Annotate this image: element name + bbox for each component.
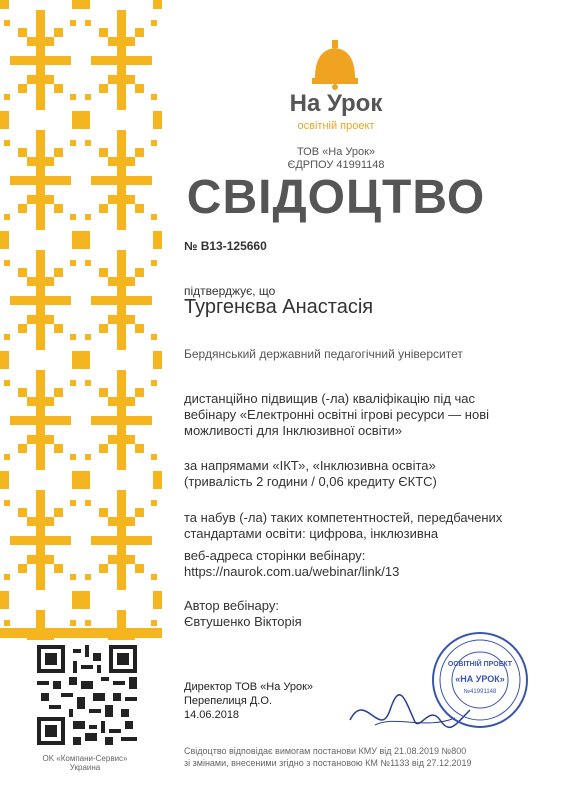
directions-line: за напрямами «ІКТ», «Інклюзивна освіта» [184,458,436,473]
official-stamp [430,630,530,730]
author-label: Автор вебінару: [184,598,279,613]
qualification-text [184,391,514,439]
company-info [180,146,492,172]
stamp-name: «НА УРОК» [455,674,505,684]
director-title: Директор ТОВ «На Урок» [184,681,314,693]
qr-caption: OK «Компани-Сервис» Украина [42,754,128,772]
competencies-line: стандартами освіти: цифрова, інклюзивна [184,526,439,541]
footer-line: Свідоцтво відповідає вимогам постанови КМУ від 21.08.2019 №800 [184,746,467,756]
webinar-url-label: веб-адреса сторінки вебінару: [184,548,366,563]
company-code: ЄДРПОУ 41991148 [287,159,385,171]
qualification-line: вебінару «Електронні освітні ігрові ресурси — нові [184,407,489,422]
footer-line: зі змінами, внесеними згідно з постановою КМ №1133 від 27.12.2019 [184,758,472,768]
author-name: Євтушенко Вікторія [184,614,302,629]
qualification-line: дистанційно підвищив (-ла) кваліфікацію під час [184,391,476,406]
webinar-url-link[interactable]: https://naurok.com.ua/webinar/link/13 [184,564,400,579]
certificate-number: № В13-125660 [184,239,267,253]
bell-logo-icon [300,40,370,90]
certificate-title: СВІДОЦТВО [186,171,486,224]
directions-text [184,458,514,490]
webinar-url-block [184,548,514,580]
university-name: Бердянський державний педагогічний університет [184,347,463,361]
director-name: Перепелиця Д.О. [184,695,272,707]
author-block [184,598,514,630]
stamp-code: №41991148 [463,689,497,695]
qualification-line: можливості для Інклюзивної освіти» [184,423,403,438]
qr-code[interactable] [37,645,137,745]
competencies-text [184,510,514,542]
legal-footer [184,745,534,769]
company-name: ТОВ «На Урок» [296,146,376,158]
duration-line: (тривалість 2 години / 0,06 кредиту ЄКТС) [184,474,437,489]
brand-name: На Урок [289,90,383,117]
brand-tagline: освітній проект [297,120,375,132]
issue-date: 14.06.2018 [184,709,240,721]
recipient-name: Тургенєва Анастасія [184,296,374,318]
competencies-line: та набув (-ла) таких компетентностей, передбачених [184,510,503,525]
confirm-text: підтверджує, що [184,284,276,298]
stamp-ring-text: ОСВІТНІЙ ПРОЕКТ [447,661,513,668]
